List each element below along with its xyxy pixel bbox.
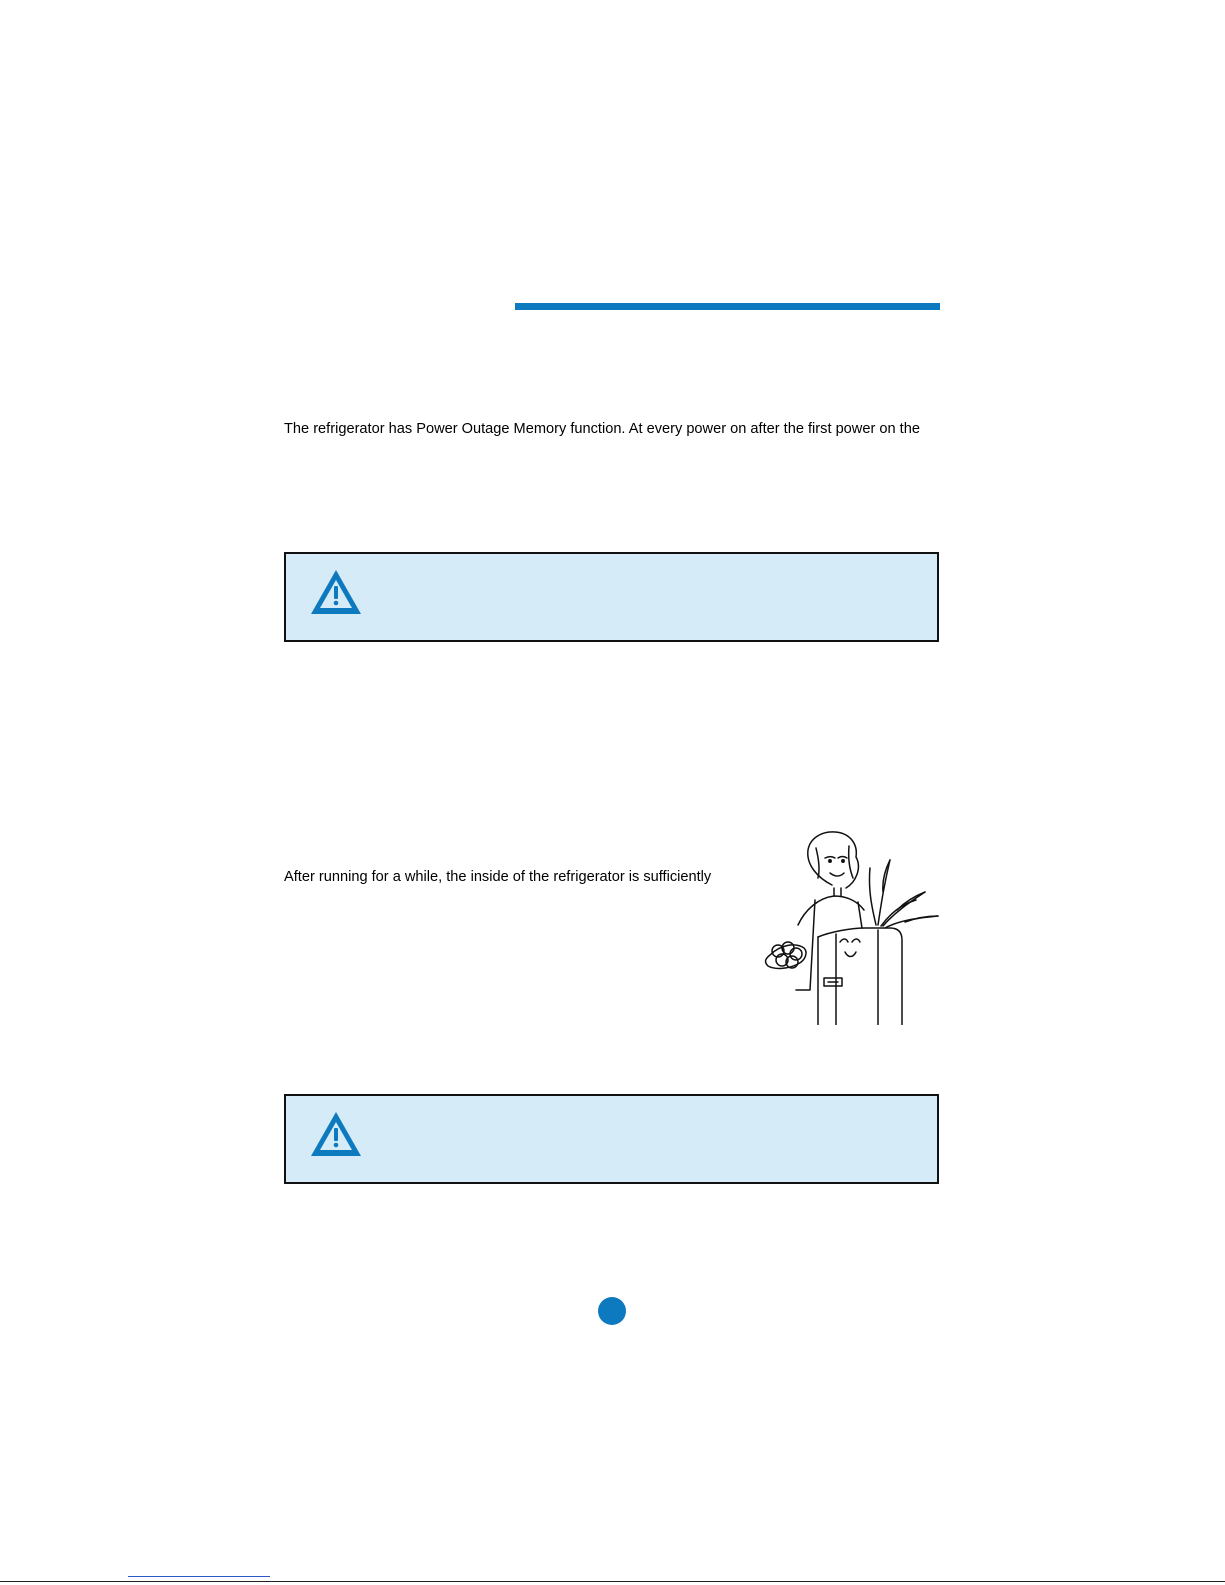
woman-with-fruit-and-refrigerator-illustration — [740, 830, 945, 1025]
footer-link-underline — [128, 1576, 270, 1577]
running-refrigerator-text: After running for a while, the inside of the refrigerator is sufficiently — [284, 869, 712, 885]
footer-rule — [0, 1581, 1225, 1582]
caution-box-2 — [284, 1094, 939, 1184]
warning-triangle-icon — [308, 567, 364, 617]
page-number-dot — [598, 1297, 626, 1325]
warning-triangle-icon — [308, 1109, 364, 1159]
power-outage-memory-text: The refrigerator has Power Outage Memory function. At every power on after the first power on the — [284, 421, 920, 437]
caution-box-1 — [284, 552, 939, 642]
header-accent-bar — [515, 303, 940, 310]
